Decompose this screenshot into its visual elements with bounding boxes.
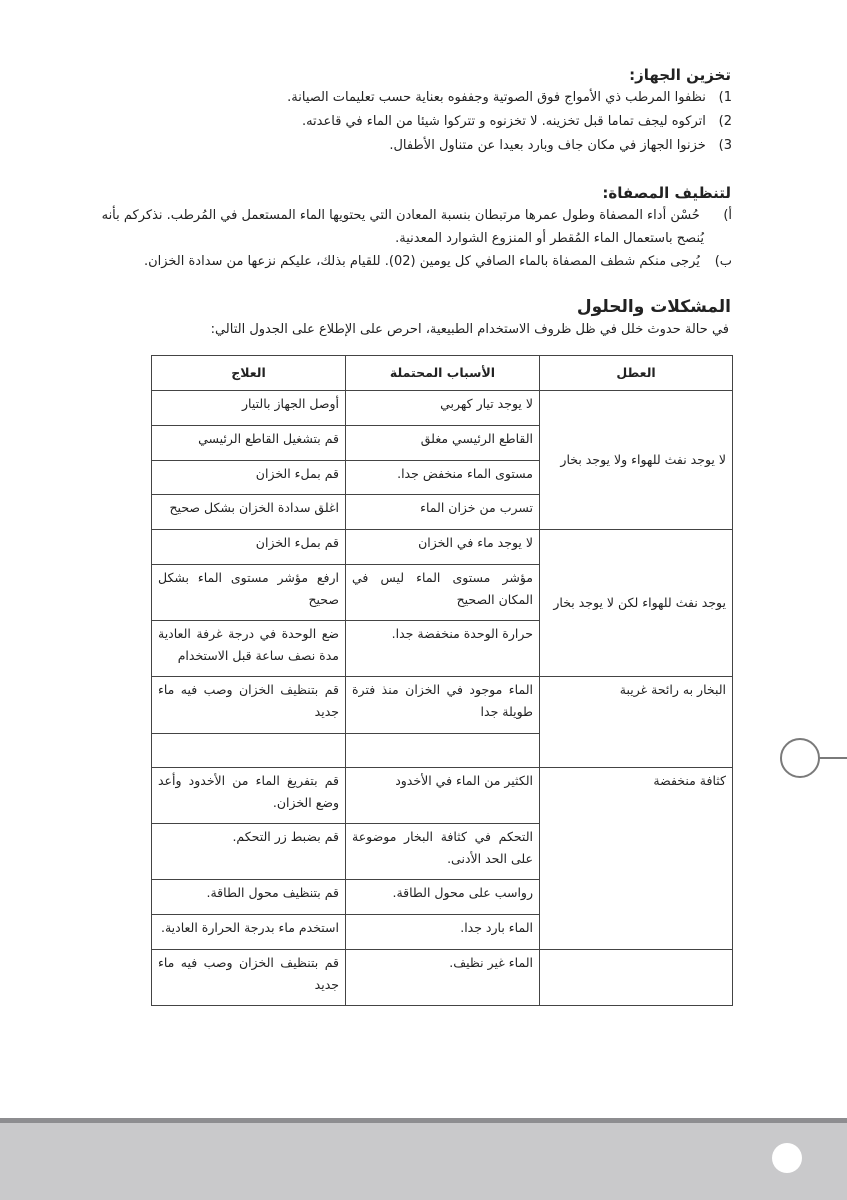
cause-cell — [346, 734, 540, 768]
troubleshooting-table — [151, 355, 733, 1006]
remedy-cell: استخدم ماء بدرجة الحرارة العادية. — [152, 915, 346, 950]
remedy-cell: ارفع مؤشر مستوى الماء بشكل صحيح — [152, 565, 346, 621]
storage-item-3-text: خزنوا الجهاز في مكان جاف وبارد بعيدا عن متناول الأطفال. — [389, 138, 706, 153]
remedy-cell: أوصل الجهاز بالتيار — [152, 391, 346, 426]
remedy-cell: قم بتشغيل القاطع الرئيسي — [152, 426, 346, 461]
table-row — [152, 768, 733, 824]
problems-intro: في حالة حدوث خلل في ظل ظروف الاستخدام الطبيعية، احرص على الإطلاع على الجدول التالي: — [210, 322, 729, 337]
remedy-cell: قم بتنظيف الخزان وصب فيه ماء جديد — [152, 950, 346, 1006]
cause-cell: الماء بارد جدا. — [346, 915, 540, 950]
cause-cell: تسرب من خزان الماء — [346, 495, 540, 530]
fault-cell: لا يوجد نفث للهواء ولا يوجد بخار — [540, 391, 733, 530]
cause-cell: مستوى الماء منخفض جدا. — [346, 461, 540, 495]
page-number-circle — [772, 1143, 802, 1173]
filter-item-b-text: يُرجى منكم شطف المصفاة بالماء الصافي كل يومين (02). للقيام بذلك، عليكم نزعها من سدادة الخزان. — [143, 254, 700, 269]
remedy-cell: قم بملء الخزان — [152, 530, 346, 565]
storage-item-1-text: نظفوا المرطب ذي الأمواج فوق الصوتية وجففوه بعناية حسب تعليمات الصيانة. — [287, 90, 706, 105]
table-row — [152, 391, 733, 426]
table-row — [152, 677, 733, 734]
table-row — [152, 530, 733, 565]
filter-item-a-letter: أ) — [723, 208, 732, 223]
storage-title: تخزين الجهاز: — [629, 66, 731, 84]
remedy-cell: قم بتفريغ الماء من الأخدود وأعد وضع الخزان. — [152, 768, 346, 824]
table-row — [152, 950, 733, 1006]
filter-title: لتنظيف المصفاة: — [602, 184, 731, 202]
storage-item-3-num: 3) — [718, 138, 732, 153]
cause-cell: التحكم في كثافة البخار موضوعة على الحد الأدنى. — [346, 824, 540, 880]
footer-bar — [0, 1118, 847, 1200]
cause-cell: القاطع الرئيسي مغلق — [346, 426, 540, 461]
cause-cell: مؤشر مستوى الماء ليس في المكان الصحيح — [346, 565, 540, 621]
cause-cell: الماء غير نظيف. — [346, 950, 540, 1006]
storage-item-1 — [287, 90, 732, 105]
header-fault: العطل — [540, 356, 733, 391]
filter-item-b — [144, 254, 732, 269]
filter-item-b-letter: ب) — [714, 254, 732, 269]
cause-cell: حرارة الوحدة منخفضة جدا. — [346, 621, 540, 677]
storage-item-2-text: اتركوه ليجف تماما قبل تخزينه. لا تخزنوه و تتركوا شيئا من الماء في قاعدته. — [301, 114, 706, 129]
cause-cell: لا يوجد ماء في الخزان — [346, 530, 540, 565]
section-tab-circle — [780, 738, 820, 778]
cause-cell: الماء موجود في الخزان منذ فترة طويلة جدا — [346, 677, 540, 734]
filter-item-a — [102, 208, 732, 223]
remedy-cell: قم بملء الخزان — [152, 461, 346, 495]
fault-cell — [540, 950, 733, 1006]
storage-item-2 — [302, 114, 732, 129]
remedy-cell: ضع الوحدة في درجة غرفة العادية مدة نصف ساعة قبل الاستخدام — [152, 621, 346, 677]
problems-title: المشكلات والحلول — [576, 297, 731, 317]
remedy-cell: قم بتنظيف محول الطاقة. — [152, 880, 346, 915]
fault-cell: البخار به رائحة غريبة — [540, 677, 733, 768]
remedy-cell: قم بتنظيف الخزان وصب فيه ماء جديد — [152, 677, 346, 734]
header-remedy: العلاج — [152, 356, 346, 391]
filter-item-a-line1: حُسْن أداء المصفاة وطول عمرها مرتبطان بنسبة المعادن التي يحتويها الماء المستعمل في المُرطب. نذكركم بأنه — [101, 208, 700, 223]
cause-cell: لا يوجد تيار كهربي — [346, 391, 540, 426]
remedy-cell: اغلق سدادة الخزان بشكل صحيح — [152, 495, 346, 530]
remedy-cell — [152, 734, 346, 768]
table-header-row — [152, 356, 733, 391]
header-cause: الأسباب المحتملة — [346, 356, 540, 391]
section-tab-line — [818, 757, 847, 759]
fault-cell: كثافة منخفضة — [540, 768, 733, 950]
filter-item-a-line2: يُنصح باستعمال الماء المُقطر أو المنزوع الشوارد المعدنية. — [395, 231, 704, 246]
cause-cell: الكثير من الماء في الأخدود — [346, 768, 540, 824]
fault-cell: يوجد نفث للهواء لكن لا يوجد بخار — [540, 530, 733, 677]
storage-item-2-num: 2) — [718, 114, 732, 129]
storage-item-1-num: 1) — [718, 90, 732, 105]
storage-item-3 — [389, 138, 732, 153]
remedy-cell: قم بضبط زر التحكم. — [152, 824, 346, 880]
cause-cell: رواسب على محول الطاقة. — [346, 880, 540, 915]
